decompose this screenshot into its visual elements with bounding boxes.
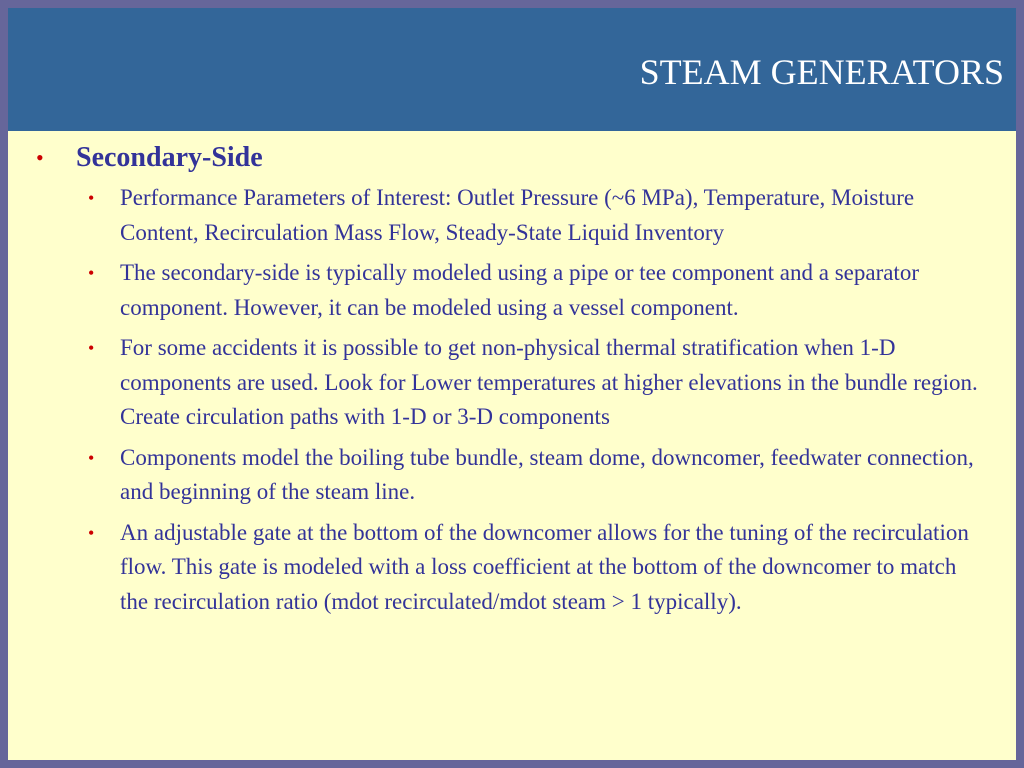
bullet-dot-icon: • — [88, 522, 95, 543]
list-item — [8, 256, 1016, 325]
slide-content — [8, 141, 1016, 625]
bullet-dot-icon: • — [88, 263, 95, 283]
bullet-dot-icon: • — [88, 447, 95, 468]
slide-title: STEAM GENERATORS — [639, 52, 1004, 92]
section-heading: Secondary-Side — [76, 142, 263, 173]
list-item — [8, 181, 1016, 250]
list-item-text: Components model the boiling tube bundle, steam dome, downcomer, feedwater connection, and beginning of the steam line. — [120, 444, 974, 504]
bullet-dot-icon: • — [36, 145, 44, 170]
title-bar — [8, 8, 1016, 131]
bullet-dot-icon: • — [88, 338, 95, 358]
bullet-dot-icon: • — [88, 188, 95, 208]
list-item-text: For some accidents it is possible to get non-physical thermal stratification when 1-D components are used. Look for Lower temperatures at higher elevations in the bundle region. Create circulation paths with 1-D or 3-D components — [120, 335, 978, 429]
bullet-level1 — [8, 141, 1016, 175]
list-item — [8, 441, 1016, 510]
list-item — [8, 516, 1016, 620]
list-item-text: The secondary-side is typically modeled using a pipe or tee component and a separator component. However, it can be modeled using a vessel component. — [120, 260, 919, 320]
slide — [8, 8, 1016, 760]
list-item-text: Performance Parameters of Interest: Outlet Pressure (~6 MPa), Temperature, Moisture Content, Recirculation Mass Flow, Steady-State Liquid Inventory — [120, 185, 915, 245]
list-item — [8, 331, 1016, 435]
sub-bullet-list — [8, 181, 1016, 619]
list-item-text: An adjustable gate at the bottom of the downcomer allows for the tuning of the recirculation flow. This gate is modeled with a loss coefficient at the bottom of the downcomer to match the recirculation ratio (mdot recirculated/mdot steam > 1 typically). — [120, 519, 969, 614]
